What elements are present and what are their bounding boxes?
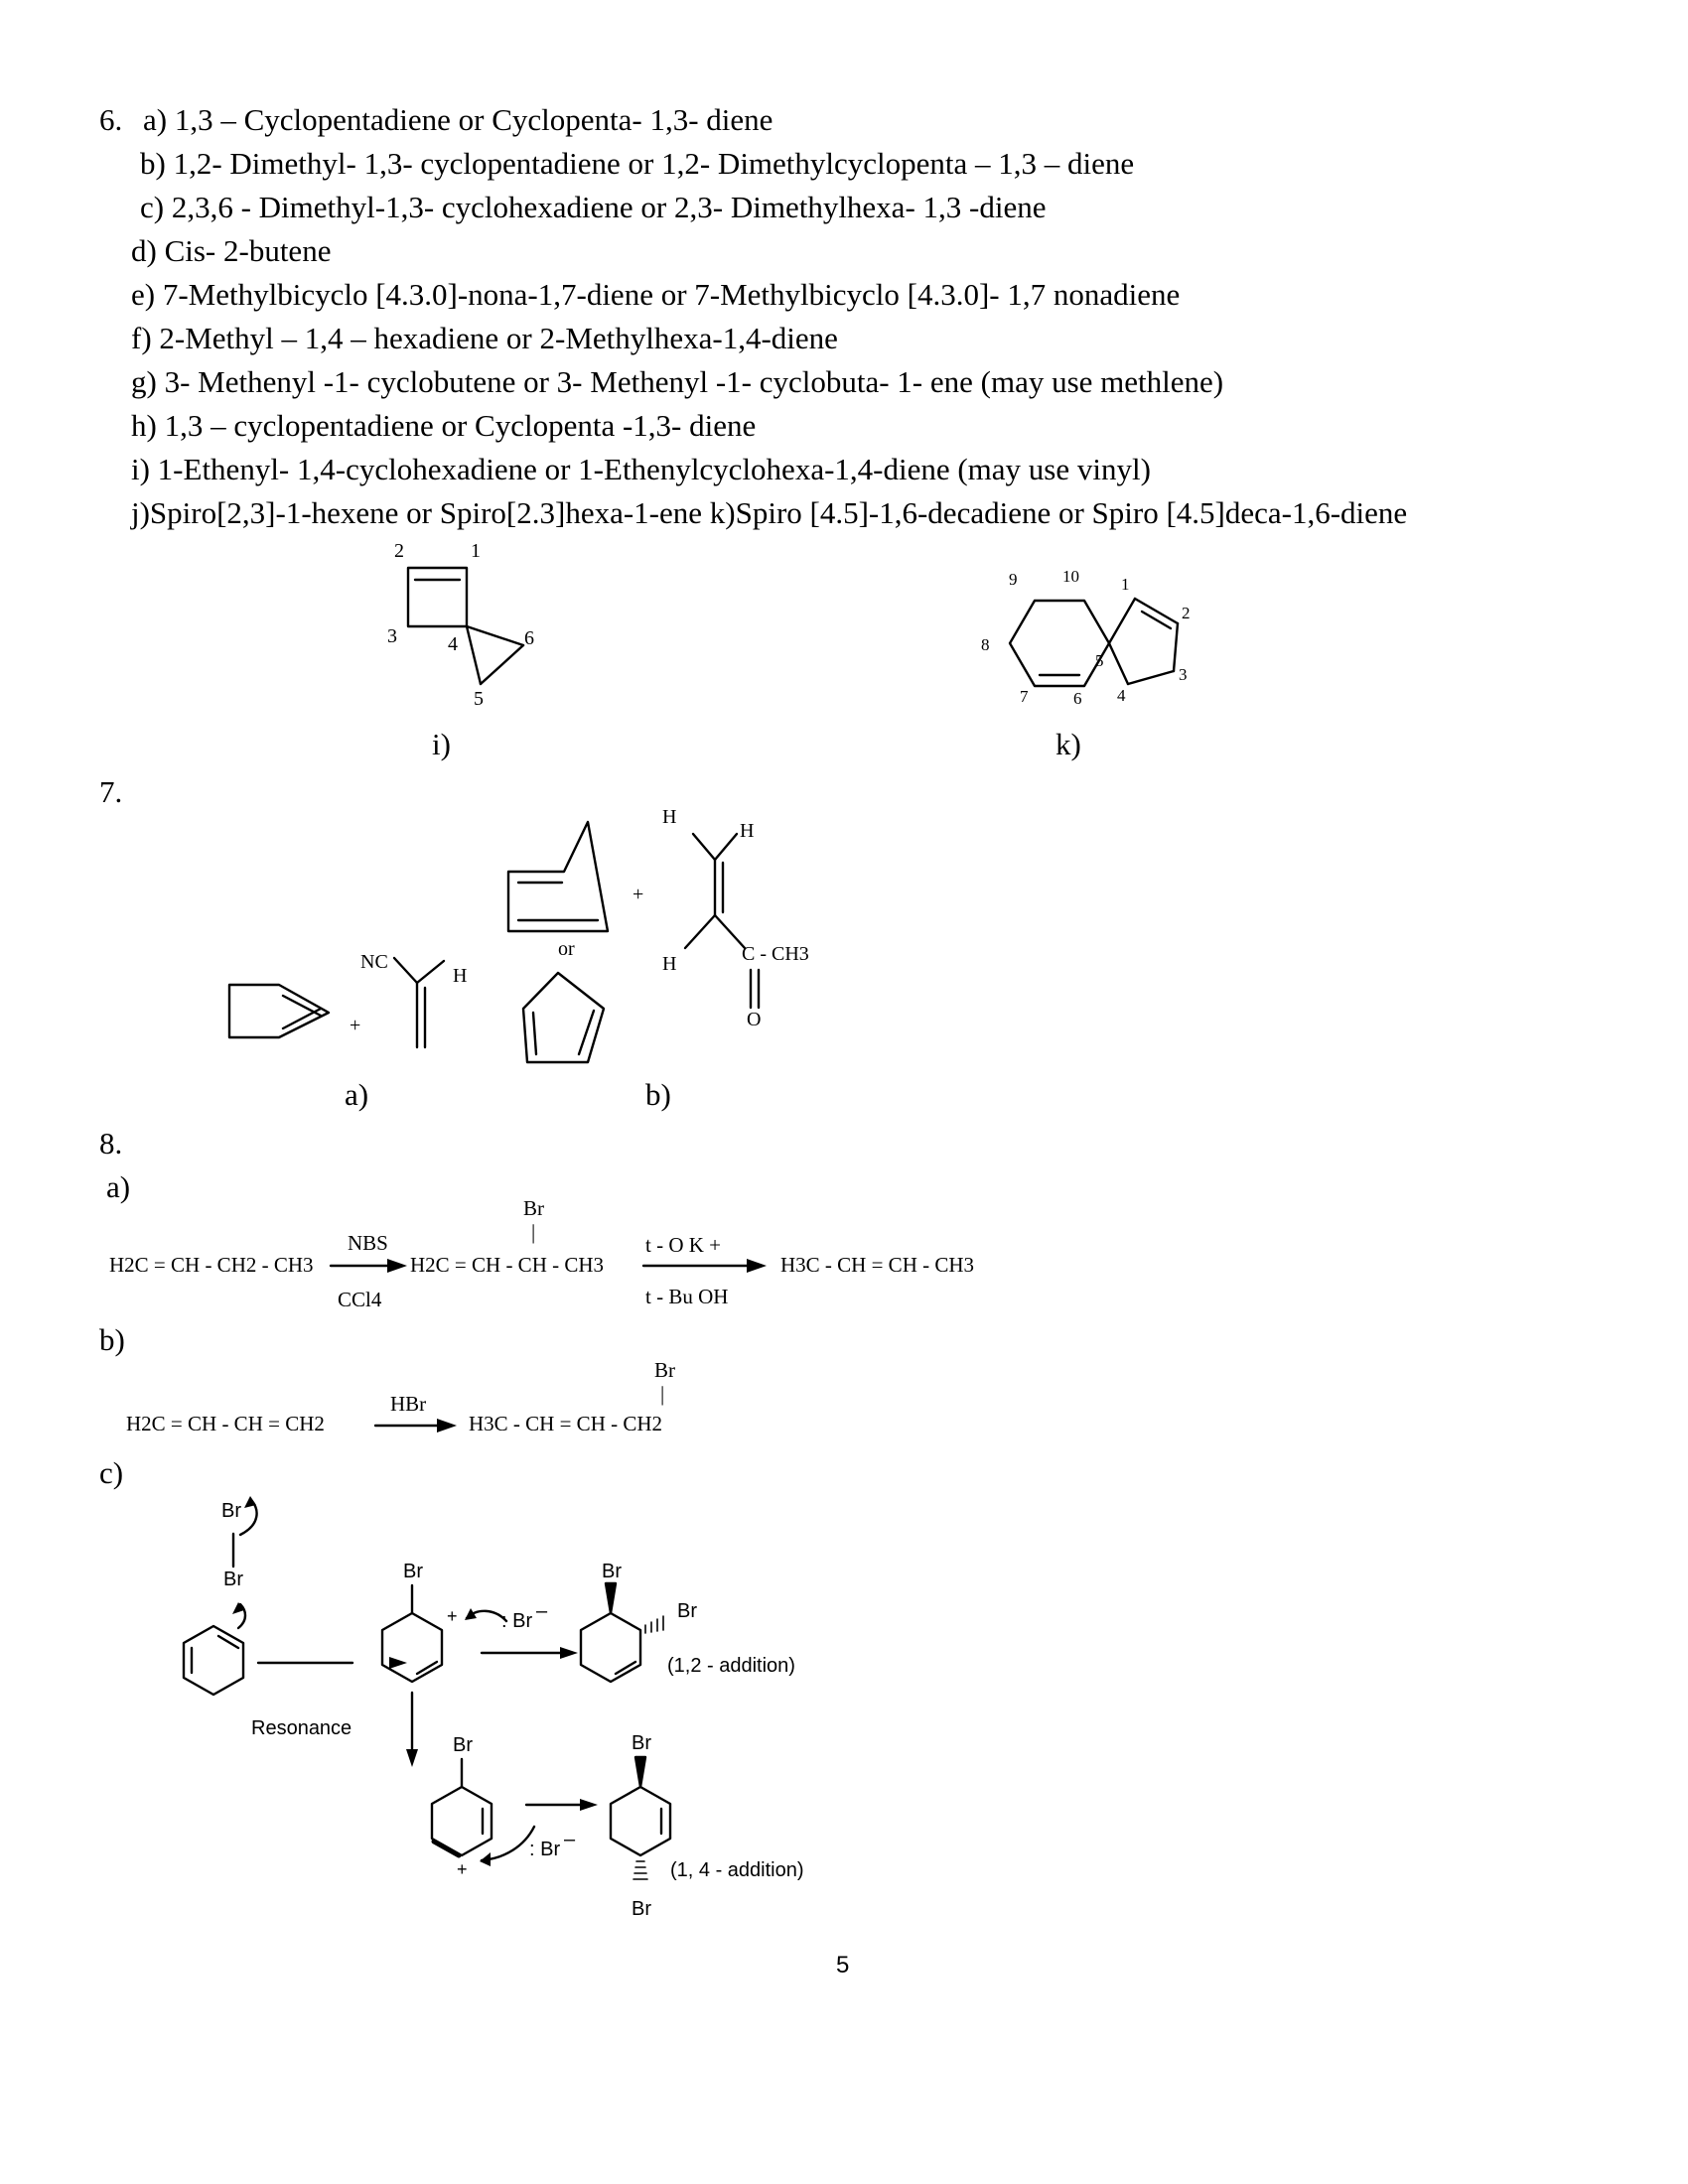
q8c-add12: (1,2 - addition) xyxy=(667,1655,795,1677)
spiro-k-num-6: 6 xyxy=(1073,689,1082,708)
spiro-k-num-3: 3 xyxy=(1179,665,1188,684)
cyclic-diene-a xyxy=(229,985,329,1037)
wedge-bond-14 xyxy=(635,1757,645,1787)
q6-item-b: b) 1,2- Dimethyl- 1,3- cyclopentadiene or 1,2- Dimethylcyclopenta – 1,3 – diene xyxy=(140,146,1135,181)
q8b-label: b) xyxy=(99,1322,125,1357)
spiro-i-num-6: 6 xyxy=(524,627,534,649)
q8c-resonance: Resonance xyxy=(251,1717,352,1739)
carbocation-12 xyxy=(382,1585,506,1682)
q8c-label: c) xyxy=(99,1455,124,1490)
q8a-base-top: t - O K + xyxy=(645,1233,722,1257)
q8c-br-prod12-top: Br xyxy=(602,1561,622,1582)
q8b-product: H3C - CH = CH - CH2 xyxy=(469,1412,663,1435)
q8c-bromide-14-charge: – xyxy=(564,1829,576,1850)
q7b-carbonyl: C - CH3 xyxy=(742,943,809,965)
spiro-k-num-1: 1 xyxy=(1121,575,1130,594)
q7b-h1: H xyxy=(662,806,677,828)
q7b-caption: b) xyxy=(645,1077,671,1112)
spiro-i-num-2: 2 xyxy=(394,540,404,562)
q8c-br-prod14-bottom: Br xyxy=(632,1898,651,1920)
q6-item-a: a) 1,3 – Cyclopentadiene or Cyclopenta- 1,3- diene xyxy=(143,102,774,137)
q8b-br-bond: | xyxy=(660,1382,665,1406)
spiro-k-num-2: 2 xyxy=(1182,604,1191,622)
q8a-br: Br xyxy=(523,1196,544,1220)
q8c-br2-bottom: Br xyxy=(223,1569,243,1590)
spiro-k-num-9: 9 xyxy=(1009,570,1018,589)
q6-item-g: g) 3- Methenyl -1- cyclobutene or 3- Methenyl -1- cyclobuta- 1- ene (may use methlene) xyxy=(131,364,1224,399)
spiro-k-num-10: 10 xyxy=(1062,567,1079,586)
spiro-i-num-4: 4 xyxy=(448,633,458,655)
spiro-k-num-8: 8 xyxy=(981,635,990,654)
q8c-br-prod14-top: Br xyxy=(632,1732,651,1754)
cyclic-diene-b1 xyxy=(508,822,608,931)
q6-item-f: f) 2-Methyl – 1,4 – hexadiene or 2-Methylhexa-1,4-diene xyxy=(131,321,838,355)
q8b-br: Br xyxy=(654,1358,675,1382)
q6-item-d: d) Cis- 2-butene xyxy=(131,233,332,268)
q7b-or: or xyxy=(558,938,575,960)
q8c-bromide-12-charge: – xyxy=(536,1600,548,1622)
q8c-br-cation12: Br xyxy=(403,1561,423,1582)
q7a-nc: NC xyxy=(360,951,388,973)
spiro-k-num-7: 7 xyxy=(1020,687,1029,706)
cyclohexadiene-start xyxy=(184,1626,243,1695)
product-14 xyxy=(611,1787,670,1855)
q8a-reagent-bottom: CCl4 xyxy=(338,1288,382,1311)
q8c-br-cation14: Br xyxy=(453,1734,473,1756)
q8c-add14: (1, 4 - addition) xyxy=(670,1859,804,1881)
q8c-plus-12: + xyxy=(447,1606,458,1626)
q8b-reagent: HBr xyxy=(390,1392,427,1416)
spiro-k-num-4: 4 xyxy=(1117,686,1126,705)
spiro-decadiene-structure xyxy=(1010,599,1178,686)
spiro-i-num-1: 1 xyxy=(471,540,481,562)
q7b-plus: + xyxy=(633,884,644,905)
q7a-h: H xyxy=(453,965,468,987)
q6-number: 6. xyxy=(99,102,123,137)
q8c-plus-14: + xyxy=(457,1859,468,1879)
q6-item-c: c) 2,3,6 - Dimethyl-1,3- cyclohexadiene or 2,3- Dimethylhexa- 1,3 -diene xyxy=(140,190,1047,224)
q8c-bromide-14: : Br xyxy=(529,1839,561,1860)
q7a-caption: a) xyxy=(345,1077,369,1112)
q8-number: 8. xyxy=(99,1126,123,1160)
q8c-bromide-12: : Br xyxy=(501,1610,533,1632)
q6-item-jk: j)Spiro[2,3]-1-hexene or Spiro[2.3]hexa-1-ene k)Spiro [4.5]-1,6-decadiene or Spiro [4.5]deca-1,6-diene xyxy=(131,495,1408,530)
wedge-bond xyxy=(606,1583,616,1613)
q7b-h2: H xyxy=(740,820,755,842)
spiro-k-num-5: 5 xyxy=(1095,651,1104,670)
dienophile-a xyxy=(394,958,444,1047)
q7a-plus: + xyxy=(350,1015,361,1036)
q7b-h3: H xyxy=(662,953,677,975)
q8c-br-prod12-side: Br xyxy=(677,1600,697,1622)
q6-item-e: e) 7-Methylbicyclo [4.3.0]-nona-1,7-diene or 7-Methylbicyclo [4.3.0]- 1,7 nonadiene xyxy=(131,277,1181,312)
page-number: 5 xyxy=(836,1952,850,1979)
spiro-hexene-structure xyxy=(408,568,523,684)
spiro-i-caption: i) xyxy=(432,727,451,761)
q8a-label: a) xyxy=(106,1169,131,1204)
q6-item-h: h) 1,3 – cyclopentadiene or Cyclopenta -1,3- diene xyxy=(131,408,757,443)
cyclopentadiene-b2 xyxy=(523,973,604,1062)
spiro-i-num-5: 5 xyxy=(474,688,484,710)
q7b-oxygen: O xyxy=(747,1009,762,1030)
q8a-intermediate: H2C = CH - CH - CH3 xyxy=(410,1253,605,1277)
q6-item-i: i) 1-Ethenyl- 1,4-cyclohexadiene or 1-Ethenylcyclohexa-1,4-diene (may use vinyl) xyxy=(131,452,1151,486)
carbocation-14 xyxy=(432,1759,534,1860)
q7-number: 7. xyxy=(99,774,123,809)
spiro-k-caption: k) xyxy=(1055,727,1081,761)
hash-bond-14 xyxy=(633,1861,647,1879)
spiro-i-num-3: 3 xyxy=(387,625,397,647)
q8a-base-bottom: t - Bu OH xyxy=(645,1285,729,1308)
q8a-br-bond: | xyxy=(531,1220,536,1244)
q8a-reactant: H2C = CH - CH2 - CH3 xyxy=(109,1253,314,1277)
hash-bond xyxy=(645,1616,663,1633)
dienophile-b xyxy=(685,834,759,1008)
q8c-br2-top: Br xyxy=(221,1500,241,1522)
q8a-reagent-top: NBS xyxy=(348,1231,388,1255)
q8a-product: H3C - CH = CH - CH3 xyxy=(780,1253,975,1277)
product-12 xyxy=(581,1613,640,1682)
q8b-reactant: H2C = CH - CH = CH2 xyxy=(126,1412,325,1435)
